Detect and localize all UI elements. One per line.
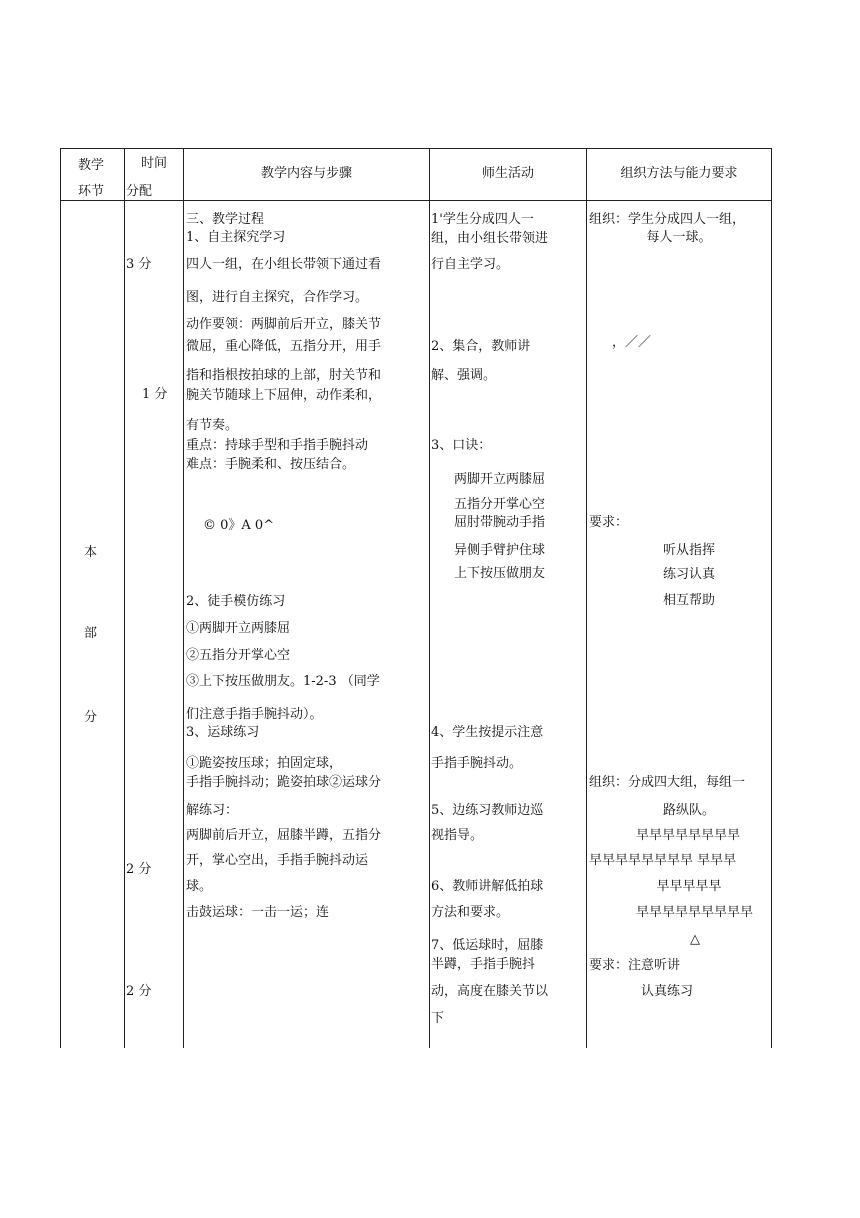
content-line: 手指手腕抖动；跪姿拍球②运球分 xyxy=(186,775,382,790)
content-line: 解练习： xyxy=(186,803,239,818)
organization-line: 早早早早早 xyxy=(656,879,722,894)
organization-line: 组织：分成四大组，每组一 xyxy=(589,775,746,790)
time-allocation: 1 分 xyxy=(142,387,168,402)
activity-line: 5、边练习教师边巡 xyxy=(431,803,544,818)
organization-line: 听从指挥 xyxy=(662,543,715,558)
organization-line: 相互帮助 xyxy=(662,593,715,608)
content-line: 有节奏。 xyxy=(186,418,239,433)
activity-line: 下 xyxy=(431,1011,445,1026)
activity-line: 上下按压做朋友 xyxy=(454,566,546,581)
time-allocation: 2 分 xyxy=(126,862,152,877)
activity-line: 方法和要求。 xyxy=(431,905,510,920)
col-divider-time xyxy=(183,148,184,1048)
stage-char-1: 本 xyxy=(84,545,98,560)
content-line: 3、运球练习 xyxy=(186,725,260,740)
col-divider-content xyxy=(429,148,430,1048)
organization-line: ，／／ xyxy=(612,335,652,350)
content-line: ①跪姿按压球；拍固定球， xyxy=(186,756,343,771)
content-line: 2、徒手模仿练习 xyxy=(186,594,286,609)
organization-line: 组织：学生分成四人一组， xyxy=(589,212,746,227)
activity-line: 屈肘带腕动手指 xyxy=(454,515,546,530)
organization-line: △ xyxy=(690,932,700,947)
content-line: ①两脚开立两膝屈 xyxy=(186,621,291,636)
content-line: 四人一组，在小组长带领下通过看 xyxy=(186,257,382,272)
organization-line: 练习认真 xyxy=(662,567,715,582)
content-line: 击鼓运球：一击一运；连 xyxy=(186,905,330,920)
table-left-border xyxy=(60,148,61,1048)
organization-line: 要求：注意听讲 xyxy=(589,958,681,973)
content-line: 们注意手指手腕抖动）。 xyxy=(186,707,323,722)
stage-char-3: 分 xyxy=(84,710,98,725)
activity-line: 两脚开立两膝屈 xyxy=(454,472,546,487)
organization-line: 早早早早早早早早 早早早 xyxy=(589,853,737,868)
header-activity: 师生活动 xyxy=(481,166,534,181)
content-line: 球。 xyxy=(186,879,213,894)
content-line: 重点：持球手型和手指手腕抖动 xyxy=(186,438,369,453)
activity-line: 五指分开掌心空 xyxy=(454,497,546,512)
organization-line: 早早早早早早早早 xyxy=(636,828,741,843)
content-line: ③上下按压做朋友。1-2-3 （同学 xyxy=(186,674,380,689)
activity-line: 行自主学习。 xyxy=(431,257,510,272)
activity-line: 手指手腕抖动。 xyxy=(431,756,523,771)
organization-line: 路纵队。 xyxy=(662,803,715,818)
content-line: © 0》A 0^ xyxy=(203,518,275,533)
content-line: 开，掌心空出，手指手腕抖动运 xyxy=(186,853,369,868)
content-line: 两脚前后开立，屈膝半蹲，五指分 xyxy=(186,828,382,843)
organization-line: 每人一球。 xyxy=(646,230,712,245)
content-line: 腕关节随球上下屈伸，动作柔和， xyxy=(186,388,382,403)
organization-line: 认真练习 xyxy=(640,984,693,999)
content-line: 难点：手腕柔和、按压结合。 xyxy=(186,457,356,472)
activity-line: 2、集合，教师讲 xyxy=(431,339,531,354)
content-line: ②五指分开掌心空 xyxy=(186,648,291,663)
time-allocation: 3 分 xyxy=(126,257,152,272)
header-time-line1: 时间 xyxy=(141,156,168,171)
content-line: 图，进行自主探究，合作学习。 xyxy=(186,290,369,305)
header-bottom-border xyxy=(60,200,772,201)
activity-line: 异侧手臂护住球 xyxy=(454,543,546,558)
header-stage-line2: 环节 xyxy=(78,184,105,199)
activity-line: 4、学生按提示注意 xyxy=(431,725,544,740)
activity-line: 动，高度在膝关节以 xyxy=(431,984,549,999)
header-time-line2: 分配 xyxy=(126,184,153,199)
header-content: 教学内容与步骤 xyxy=(260,166,352,181)
stage-char-2: 部 xyxy=(84,626,98,641)
table-top-border xyxy=(60,148,772,149)
content-line: 1、自主探究学习 xyxy=(186,230,286,245)
activity-line: 视指导。 xyxy=(431,828,484,843)
header-organization: 组织方法与能力要求 xyxy=(620,166,738,181)
activity-line: 解、强调。 xyxy=(431,368,497,383)
content-line: 微屈，重心降低，五指分开，用手 xyxy=(186,339,382,354)
col-divider-stage xyxy=(124,148,125,1048)
activity-line: 组，由小组长带领进 xyxy=(431,231,549,246)
activity-line: 6、教师讲解低拍球 xyxy=(431,879,544,894)
activity-line: 7、低运球时，屈膝 xyxy=(431,938,544,953)
organization-line: 要求： xyxy=(589,515,629,530)
content-line: 三、教学过程 xyxy=(186,212,265,227)
activity-line: 3、口诀： xyxy=(431,438,492,453)
activity-line: 1'学生分成四人一 xyxy=(431,212,534,227)
time-allocation: 2 分 xyxy=(126,984,152,999)
organization-line: 早早早早早早早早早 xyxy=(636,905,754,920)
activity-line: 半蹲，手指手腕抖 xyxy=(431,957,536,972)
content-line: 指和指根按拍球的上部，肘关节和 xyxy=(186,368,382,383)
header-stage-line1: 教学 xyxy=(78,158,105,173)
content-line: 动作要领：两脚前后开立，膝关节 xyxy=(186,317,382,332)
